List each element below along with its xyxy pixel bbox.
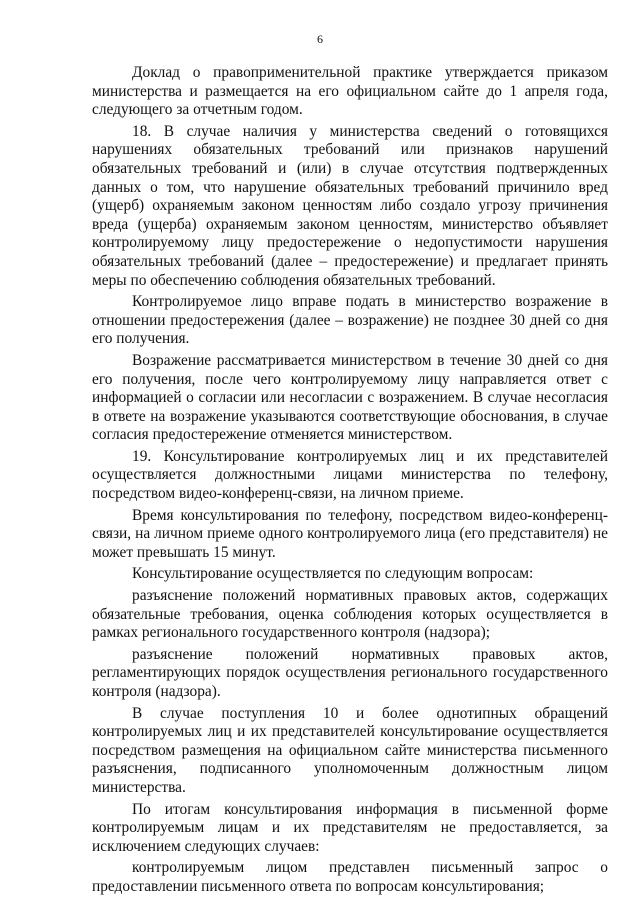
paragraph-written-info: По итогам консультирования информация в письменной форме контролируемым лицам и их представителям не предоставляется, за исключением следующих случаев: (92, 800, 608, 855)
paragraph-topic-requirements: разъяснение положений нормативных правовых актов, содержащих обязательные требования, оценка соблюдения которых осуществляется в рамках регионального государственного контроля (надзора); (92, 587, 608, 642)
paragraph-similar-requests: В случае поступления 10 и более однотипных обращений контролируемых лиц и их представителей консультирование осуществляется посредством размещения на официальном сайте министерства письменного разъяснения, подписанного уполномоченным должностным лицом министерства. (92, 704, 608, 796)
paragraph-19-consulting: 19. Консультирование контролируемых лиц и их представителей осуществляется должностными лицами министерства по телефону, посредством видео-конференц-связи, на личном приеме. (92, 447, 608, 503)
document-body (92, 64, 608, 900)
paragraph-written-request: контролируемым лицом представлен письменный запрос о предоставлении письменного ответа по вопросам консультирования; (92, 859, 608, 895)
paragraph-18-warning: 18. В случае наличия у министерства сведений о готовящихся нарушениях обязательных требований или признаков нарушений обязательных требований и (или) в случае отсутствия подтвержденных данных о том, что нарушение обязательных требований причинило вред (ущерб) охраняемым законом ценностям либо создало угрозу причинения вреда (ущерба) охраняемым законом ценностям, министерство объявляет контролируемому лицу предостережение о недопустимости нарушения обязательных требований (далее – предостережение) и предлагает принять меры по обеспечению соблюдения обязательных требований. (92, 122, 608, 289)
paragraph-report-approval: Доклад о правоприменительной практике утверждается приказом министерства и размещается на его официальном сайте до 1 апреля года, следующего за отчетным годом. (92, 64, 608, 119)
paragraph-consulting-time: Время консультирования по телефону, посредством видео-конференц-связи, на личном приеме одного контролируемого лица (его представителя) не может превышать 15 минут. (92, 506, 608, 561)
paragraph-objection-review: Возражение рассматривается министерством в течение 30 дней со дня его получения, после чего контролируемому лицу направляется ответ с информацией о согласии или несогласии с возражением. В случае несогласия в ответе на возражение указываются соответствующие обоснования, в случае согласия предостережение отменяется министерством. (92, 351, 608, 444)
paragraph-objection-right: Контролируемое лицо вправе подать в министерство возражение в отношении предостережения (далее – возражение) не позднее 30 дней со дня его получения. (92, 293, 608, 348)
page-number: 6 (317, 32, 323, 46)
paragraph-topic-procedure: разъяснение положений нормативных правовых актов, регламентирующих порядок осуществления регионального государственного контроля (надзора). (92, 645, 608, 700)
paragraph-consulting-topics: Консультирование осуществляется по следующим вопросам: (132, 565, 534, 583)
